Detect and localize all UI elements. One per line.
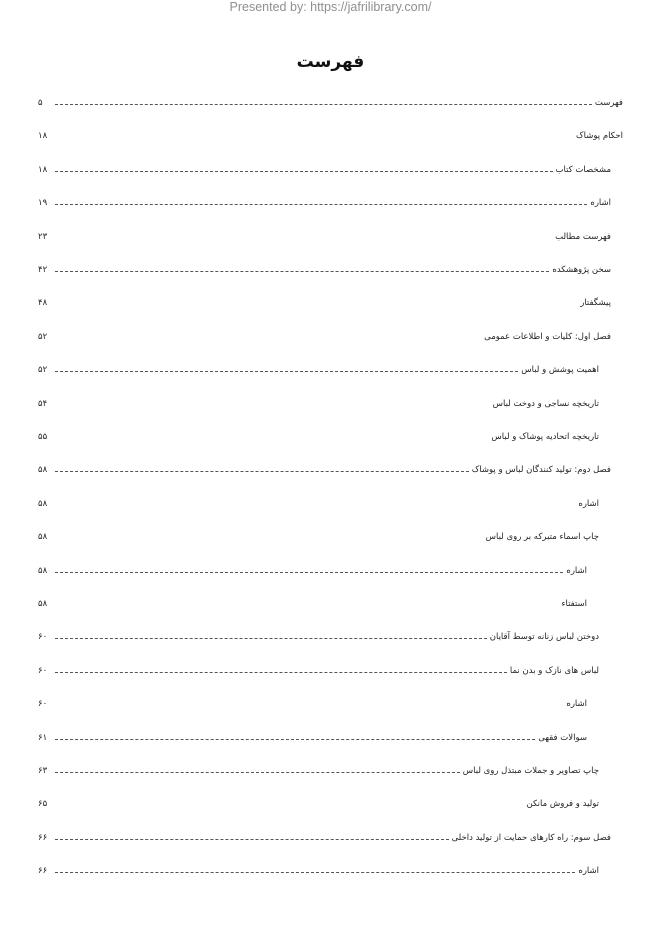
- toc-entry[interactable]: [38, 564, 587, 578]
- toc-entry[interactable]: [38, 664, 599, 678]
- toc-entry[interactable]: [38, 831, 611, 845]
- toc-entry[interactable]: [38, 397, 599, 411]
- toc-dotted-leader: [55, 839, 449, 840]
- toc-dotted-leader: [55, 471, 469, 472]
- toc-entry[interactable]: [38, 731, 587, 745]
- toc-entry-label: لباس های نازک و بدن نما: [509, 666, 599, 676]
- toc-entry[interactable]: [38, 463, 611, 477]
- toc-entry-label: اشاره: [566, 699, 587, 709]
- toc-entry[interactable]: [38, 129, 623, 143]
- toc-page-number: ۴۸: [38, 298, 48, 308]
- toc-dotted-leader: [55, 271, 549, 272]
- toc-entry[interactable]: [38, 296, 611, 310]
- toc-entry-label: پیشگفتار: [580, 298, 611, 308]
- toc-entry-label: تولید و فروش مانکن: [526, 799, 599, 809]
- toc-entry-label: چاپ تصاویر و جملات مبتذل روی لباس: [462, 766, 599, 776]
- toc-page-number: ۴۲: [38, 265, 48, 275]
- toc-page-number: ۵۸: [38, 599, 48, 609]
- toc-entry-label: تاریخچه نساجی و دوخت لباس: [492, 399, 599, 409]
- toc-entry-label: اشاره: [566, 566, 587, 576]
- toc-entry-label: مشخصات کتاب: [555, 165, 611, 175]
- toc-entry-label: فهرست: [594, 98, 623, 108]
- toc-page-number: ۲۳: [38, 232, 48, 242]
- toc-entry-label: اشاره: [578, 499, 599, 509]
- toc-entry[interactable]: [38, 497, 599, 511]
- toc-page-number: ۵۸: [38, 566, 48, 576]
- toc-entry[interactable]: [38, 330, 611, 344]
- toc-entry-label: اشاره: [590, 198, 611, 208]
- toc-page-number: ۵۲: [38, 365, 48, 375]
- toc-page-number: ۱۸: [38, 131, 48, 141]
- toc-page-number: ۵۴: [38, 399, 48, 409]
- toc-entry[interactable]: [38, 196, 611, 210]
- toc-page-number: ۵۵: [38, 432, 48, 442]
- toc-page-number: ۵: [38, 98, 43, 108]
- toc-entry[interactable]: [38, 363, 599, 377]
- toc-page-number: ۶۰: [38, 632, 48, 642]
- toc-entry[interactable]: [38, 430, 599, 444]
- toc-entry-label: فصل اول: کلیات و اطلاعات عمومی: [484, 332, 611, 342]
- toc-dotted-leader: [55, 104, 592, 105]
- toc-entry-label: چاپ اسماء متبرکه بر روی لباس: [485, 532, 599, 542]
- toc-entry-label: دوختن لباس زنانه توسط آقایان: [489, 632, 599, 642]
- toc-entry[interactable]: [38, 697, 587, 711]
- toc-page-number: ۶۶: [38, 833, 48, 843]
- presented-by-watermark: Presented by: https://jafrilibrary.com/: [229, 0, 432, 14]
- toc-page-number: ۱۸: [38, 165, 48, 175]
- toc-dotted-leader: [55, 572, 563, 573]
- toc-dotted-leader: [55, 171, 553, 172]
- toc-page-number: ۶۳: [38, 766, 48, 776]
- toc-entry-label: سخن پژوهشکده: [552, 265, 611, 275]
- toc-entry[interactable]: [38, 163, 611, 177]
- toc-dotted-leader: [55, 672, 507, 673]
- toc-dotted-leader: [55, 872, 575, 873]
- toc-entry[interactable]: [38, 630, 599, 644]
- toc-entry[interactable]: [38, 230, 611, 244]
- toc-page-number: ۶۱: [38, 733, 48, 743]
- toc-page-number: ۵۸: [38, 532, 48, 542]
- toc-entry[interactable]: [38, 797, 599, 811]
- toc-entry[interactable]: [38, 597, 587, 611]
- toc-entry-label: فصل سوم: راه کارهای حمایت از تولید داخلی: [451, 833, 611, 843]
- page-title: فهرست: [296, 52, 365, 72]
- toc-entry-label: تاریخچه اتحادیه پوشاک و لباس: [491, 432, 599, 442]
- toc-entry[interactable]: [38, 263, 611, 277]
- toc-page-number: ۶۶: [38, 866, 48, 876]
- toc-dotted-leader: [55, 772, 460, 773]
- toc-page-number: ۶۵: [38, 799, 48, 809]
- toc-entry[interactable]: [38, 764, 599, 778]
- toc-dotted-leader: [55, 638, 487, 639]
- toc-entry-label: اشاره: [578, 866, 599, 876]
- toc-page-number: ۶۰: [38, 699, 48, 709]
- toc-entry[interactable]: [38, 96, 623, 110]
- toc-page-number: ۵۸: [38, 465, 48, 475]
- toc-entry[interactable]: [38, 530, 599, 544]
- toc-entry-label: سوالات فقهی: [538, 733, 587, 743]
- toc-page-number: ۵۲: [38, 332, 48, 342]
- toc-page-number: ۶۰: [38, 666, 48, 676]
- toc-entry-label: احکام پوشاک: [576, 131, 623, 141]
- toc-dotted-leader: [55, 739, 535, 740]
- toc-entry-label: اهمیت پوشش و لباس: [521, 365, 599, 375]
- toc-entry[interactable]: [38, 864, 599, 878]
- toc-entry-label: فهرست مطالب: [555, 232, 611, 242]
- toc-dotted-leader: [55, 204, 587, 205]
- toc-dotted-leader: [55, 371, 518, 372]
- toc-page-number: ۱۹: [38, 198, 48, 208]
- toc-entry-label: استفتاء: [561, 599, 587, 609]
- toc-page-number: ۵۸: [38, 499, 48, 509]
- toc-entry-label: فصل دوم: تولید کنندگان لباس و پوشاک: [471, 465, 611, 475]
